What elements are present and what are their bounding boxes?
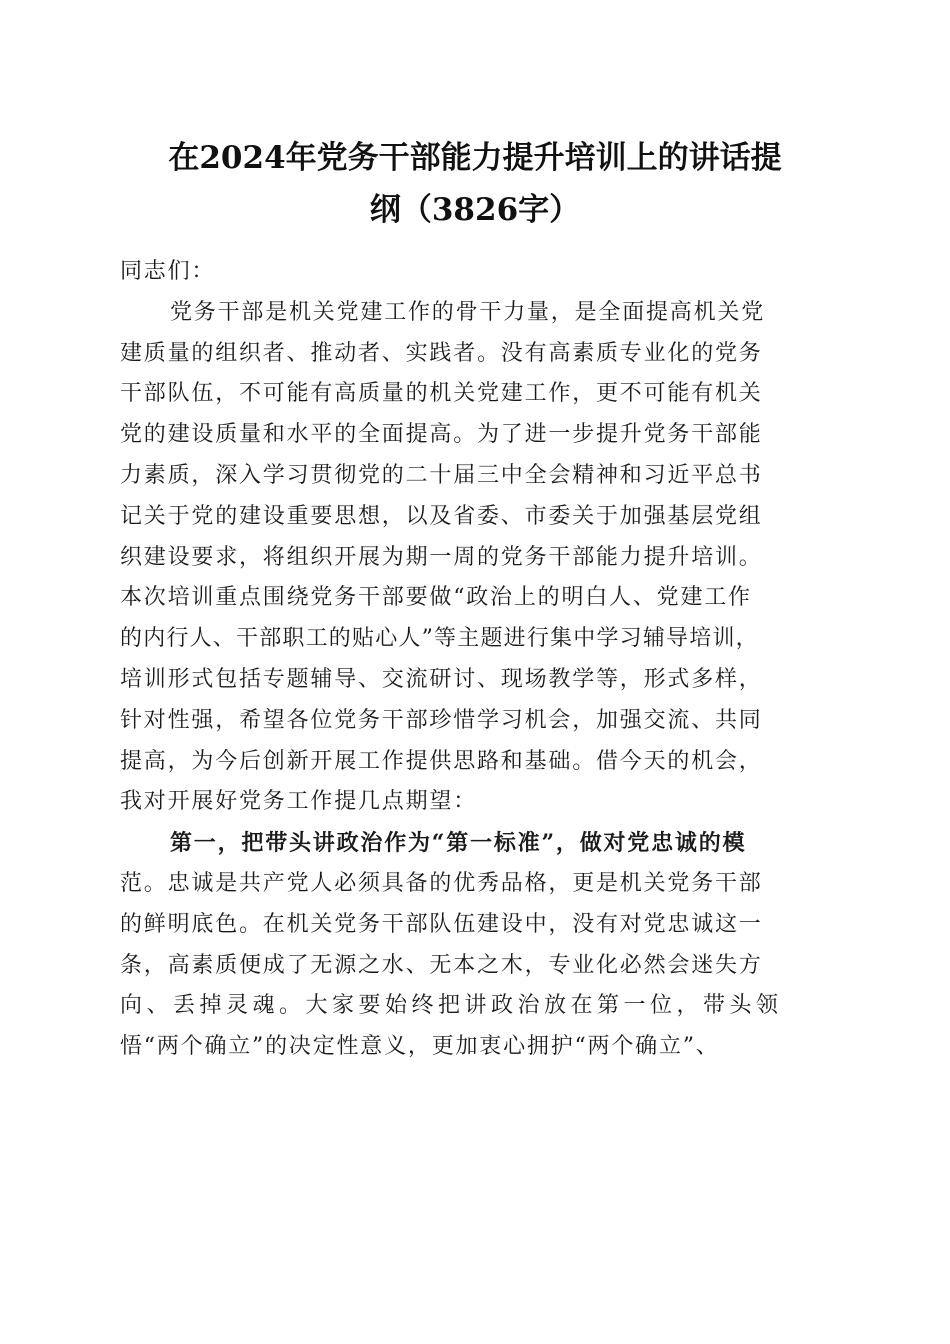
salutation: 同志们： <box>120 259 216 284</box>
paragraph-line: 干部队伍，不可能有高质量的机关党建工作，更不可能有机关 <box>120 381 763 407</box>
paragraph-line: 范。忠诚是共产党人必须具备的优秀品格，更是机关党务干部 <box>120 870 763 896</box>
paragraph-line: 向、丢掉灵魂。大家要始终把讲政治放在第一位，带头领 <box>120 993 783 1019</box>
paragraph-line: 本次培训重点围绕党务干部要做“政治上的明白人、党建工作 <box>120 585 752 611</box>
paragraph-line: 的鲜明底色。在机关党务干部队伍建设中，没有对党忠诚这一 <box>120 911 763 937</box>
paragraph-line: 我对开展好党务工作提几点期望： <box>120 789 478 815</box>
title-line-1: 在2024年党务干部能力提升培训上的讲话提 <box>168 140 782 176</box>
paragraph-line: 的内行人、干部职工的贴心人”等主题进行集中学习辅导培训， <box>120 626 759 652</box>
title-line-2: 纲（3826字） <box>369 192 581 228</box>
paragraph-line: 提高，为今后创新开展工作提供思路和基础。借今天的机会， <box>120 748 763 774</box>
paragraph-line: 力素质，深入学习贯彻党的二十届三中全会精神和习近平总书 <box>120 462 763 488</box>
paragraph-line: 党务干部是机关党建工作的骨干力量，是全面提高机关党 <box>170 299 766 325</box>
paragraph-line: 建质量的组织者、推动者、实践者。没有高素质专业化的党务 <box>120 340 763 366</box>
paragraph-line: 记关于党的建设重要思想，以及省委、市委关于加强基层党组 <box>120 503 763 529</box>
paragraph-line: 党的建设质量和水平的全面提高。为了进一步提升党务干部能 <box>120 422 763 448</box>
paragraph-line: 培训形式包括专题辅导、交流研讨、现场教学等，形式多样， <box>120 666 763 692</box>
document-body <box>120 252 832 1068</box>
paragraph-line: 条，高素质便成了无源之水、无本之木，专业化必然会迷失方 <box>120 952 763 978</box>
paragraph-line: 织建设要求，将组织开展为期一周的党务干部能力提升培训。 <box>120 544 763 570</box>
paragraph-line: 悟“两个确立”的决定性意义，更加衷心拥护“两个确立”、 <box>120 1034 720 1060</box>
document-title <box>110 132 840 236</box>
paragraph-line: 针对性强，希望各位党务干部珍惜学习机会，加强交流、共同 <box>120 707 763 733</box>
section-heading-line: 第一，把带头讲政治作为“第一标准”，做对党忠诚的模 <box>170 830 747 857</box>
